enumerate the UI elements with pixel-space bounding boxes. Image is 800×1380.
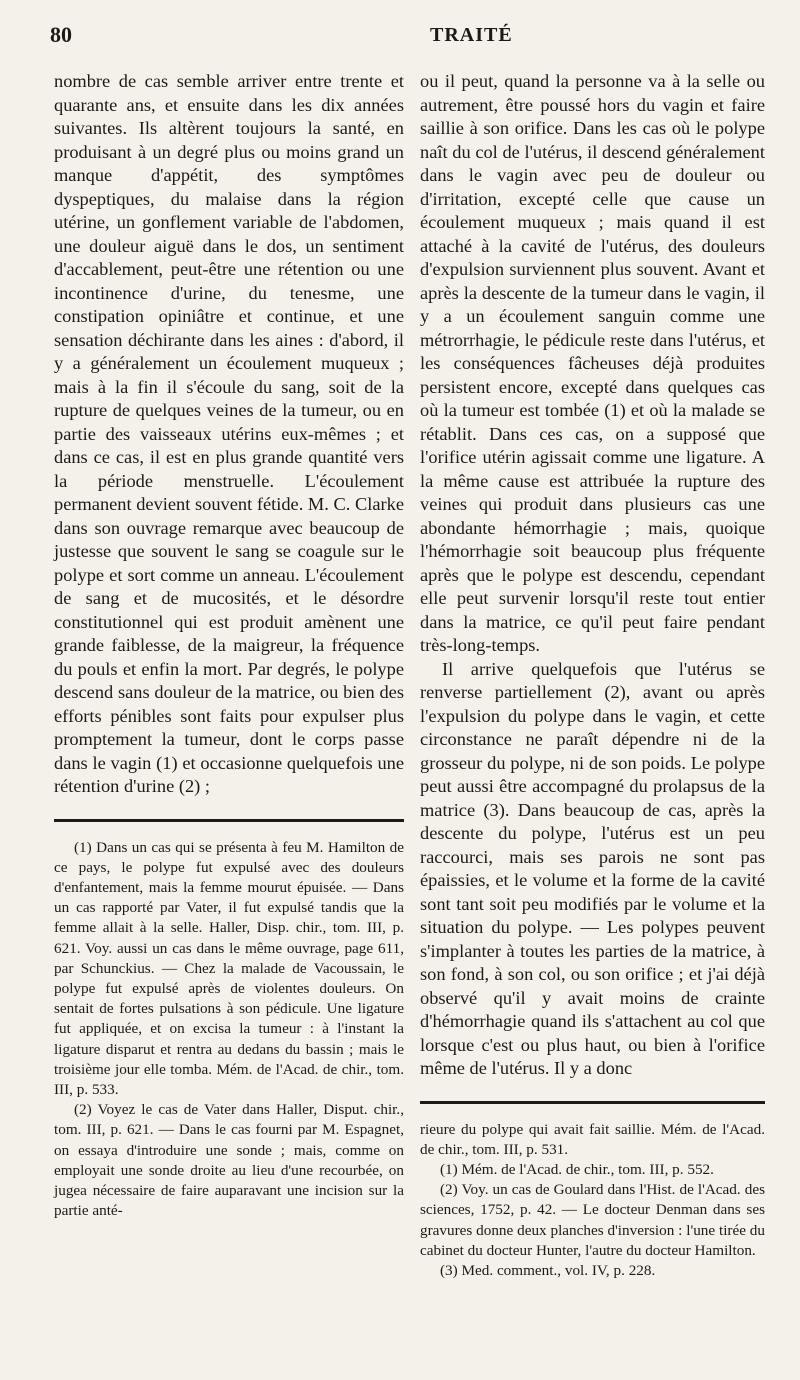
footnote-divider-right xyxy=(420,1101,765,1104)
footnote-2-right: (2) Voy. un cas de Goulard dans l'Hist. de l'Acad. des sciences, 1752, p. 42. — Le docteur Denman dans ses gravures donne deux planches d'inversion : l'une tirée du cabinet du docteur Hunter, l'autre du docteur Hamilton. xyxy=(420,1181,765,1259)
right-main-text-1: ou il peut, quand la personne va à la selle ou autrement, être poussé hors du vagin et faire saillie à son orifice. Dans les cas où le polype naît du col de l'utérus, il descend généralement dans le vagin avec peu de douleur ou d'irritation, excepté celle que cause un écoulement muqueux ; mais quand il est attaché à la cavité de l'utérus, des douleurs d'expulsion surviennent plus souvent. Avant et après la descente de la tumeur dans le vagin, il y a un écoulement sanguin comme une métrorrhagie, le pédicule reste dans l'utérus, et les conséquences fâcheuses déjà produites persistent encore, excepté dans quelques cas où la tumeur est tombée (1) et où la malade se rétablit. Dans ces cas, on a supposé que l'orifice utérin agissait comme une ligature. A la même cause est attribuée la rupture des veines qui produit dans plusieurs cas une abondante hémorrhagie ; mais, quoique l'hémorrhagie soit beaucoup plus fréquente après que le polype est descendu, cependant elle peut survenir lorsqu'il reste tout entier dans la matrice, ce qu'il peut faire pendant très-long-temps. xyxy=(420,71,765,655)
left-footnotes xyxy=(54,838,404,1222)
right-footnotes xyxy=(420,1120,765,1282)
footnote-3-right: (3) Med. comment., vol. IV, p. 228. xyxy=(440,1261,656,1279)
left-main-text: nombre de cas semble arriver entre trente et quarante ans, et ensuite dans les dix années suivantes. Ils altèrent toujours la santé, en produisant à un degré plus ou moins grand un manque d'appétit, des symptômes dyspeptiques, du malaise dans la région utérine, un gonflement variable de l'abdomen, une douleur aiguë dans le dos, un sentiment d'accablement, peut-être une rétention ou une incontinence d'urine, du tenesme, une constipation opiniâtre et continue, et une sensation déchirante dans les aines : d'abord, il y a généralement un écoulement muqueux ; mais à la fin il s'écoule du sang, soit de la rupture de quelques veines de la tumeur, ou en partie des vaisseaux utérins eux-mêmes ; et dans ce cas, il est en plus grande quantité vers la période menstruelle. L'écoulement permanent devient souvent fétide. M. C. Clarke dans son ouvrage remarque avec beaucoup de justesse que souvent le sang se coagule sur le polype et sort comme un anneau. L'écoulement de sang et de mucosités, et le désordre constitutionnel qui est produit amènent une grande faiblesse, de la maigreur, la fréquence du pouls et enfin la mort. Par degrés, le polype descend sans douleur de la matrice, ou bien des efforts pénibles sont faits pour expulser plus promptement la tumeur, dont le corps passe dans le vagin (1) et occasionne quelquefois une rétention d'urine (2) ; xyxy=(54,71,404,796)
page-header xyxy=(50,22,760,52)
running-head: TRAITÉ xyxy=(430,24,513,46)
left-column xyxy=(54,70,404,1221)
footnote-continuation-right: rieure du polype qui avait fait saillie. Mém. de l'Acad. de chir., tom. III, p. 531. xyxy=(420,1120,765,1158)
footnote-1-left: (1) Dans un cas qui se présenta à feu M. Hamilton de ce pays, le polype fut expulsé avec des douleurs d'enfantement, mais la femme mourut épuisée. — Dans un cas rapporté par Vater, il fut expulsé tandis que la femme allait à la selle. Haller, Disp. chir., tom. III, p. 621. Voy. aussi un cas dans le même ouvrage, page 611, par Schunckius. — Chez la malade de Vacoussain, le polype fut expulsé après de violentes douleurs. On sentait de fortes pulsations à son pédicule. Une ligature fut appliquée, et on excisa la tumeur : à l'instant la ligature disparut et rentra au dedans du bassin ; mais le troisième jour elle tomba. Mém. de l'Acad. de chir., tom. III, p. 533. xyxy=(54,838,404,1098)
footnote-1-right: (1) Mém. de l'Acad. de chir., tom. III, p. 552. xyxy=(440,1160,714,1178)
right-main-text-2: Il arrive quelquefois que l'utérus se renverse partiellement (2), avant ou après l'expulsion du polype dans le vagin, et cette circonstance ne paraît dépendre ni de la grosseur du polype, ni de son poids. Le polype peut aussi être accompagné du prolapsus de la matrice (3). Dans beaucoup de cas, après la descente du polype, l'utérus est un peu raccourci, mais ses parois ne sont pas épaissies, et le volume et la forme de la cavité sont tant soit peu modifiés par le volume et la situation du polype. — Les polypes peuvent s'implanter à toutes les parties de la matrice, à son fond, à son col, ou son orifice ; et j'ai déjà observé qu'il y avait moins de crainte d'hémorrhagie quand ils s'attachent au col que lorsque c'est ou plus haut, ou bien à l'orifice même de l'utérus. Il y a donc xyxy=(420,658,765,1078)
footnote-divider-left xyxy=(54,819,404,822)
page-number: 80 xyxy=(50,22,72,47)
right-column xyxy=(420,70,765,1281)
footnote-2-left: (2) Voyez le cas de Vater dans Haller, Disput. chir., tom. III, p. 621. — Dans le cas fourni par M. Espagnet, on essaya d'introduire une sonde ; mais, comme on employait une sonde droite au lieu d'une recourbée, on jugea nécessaire de faire auparavant une incision sur la partie anté- xyxy=(54,1101,404,1220)
